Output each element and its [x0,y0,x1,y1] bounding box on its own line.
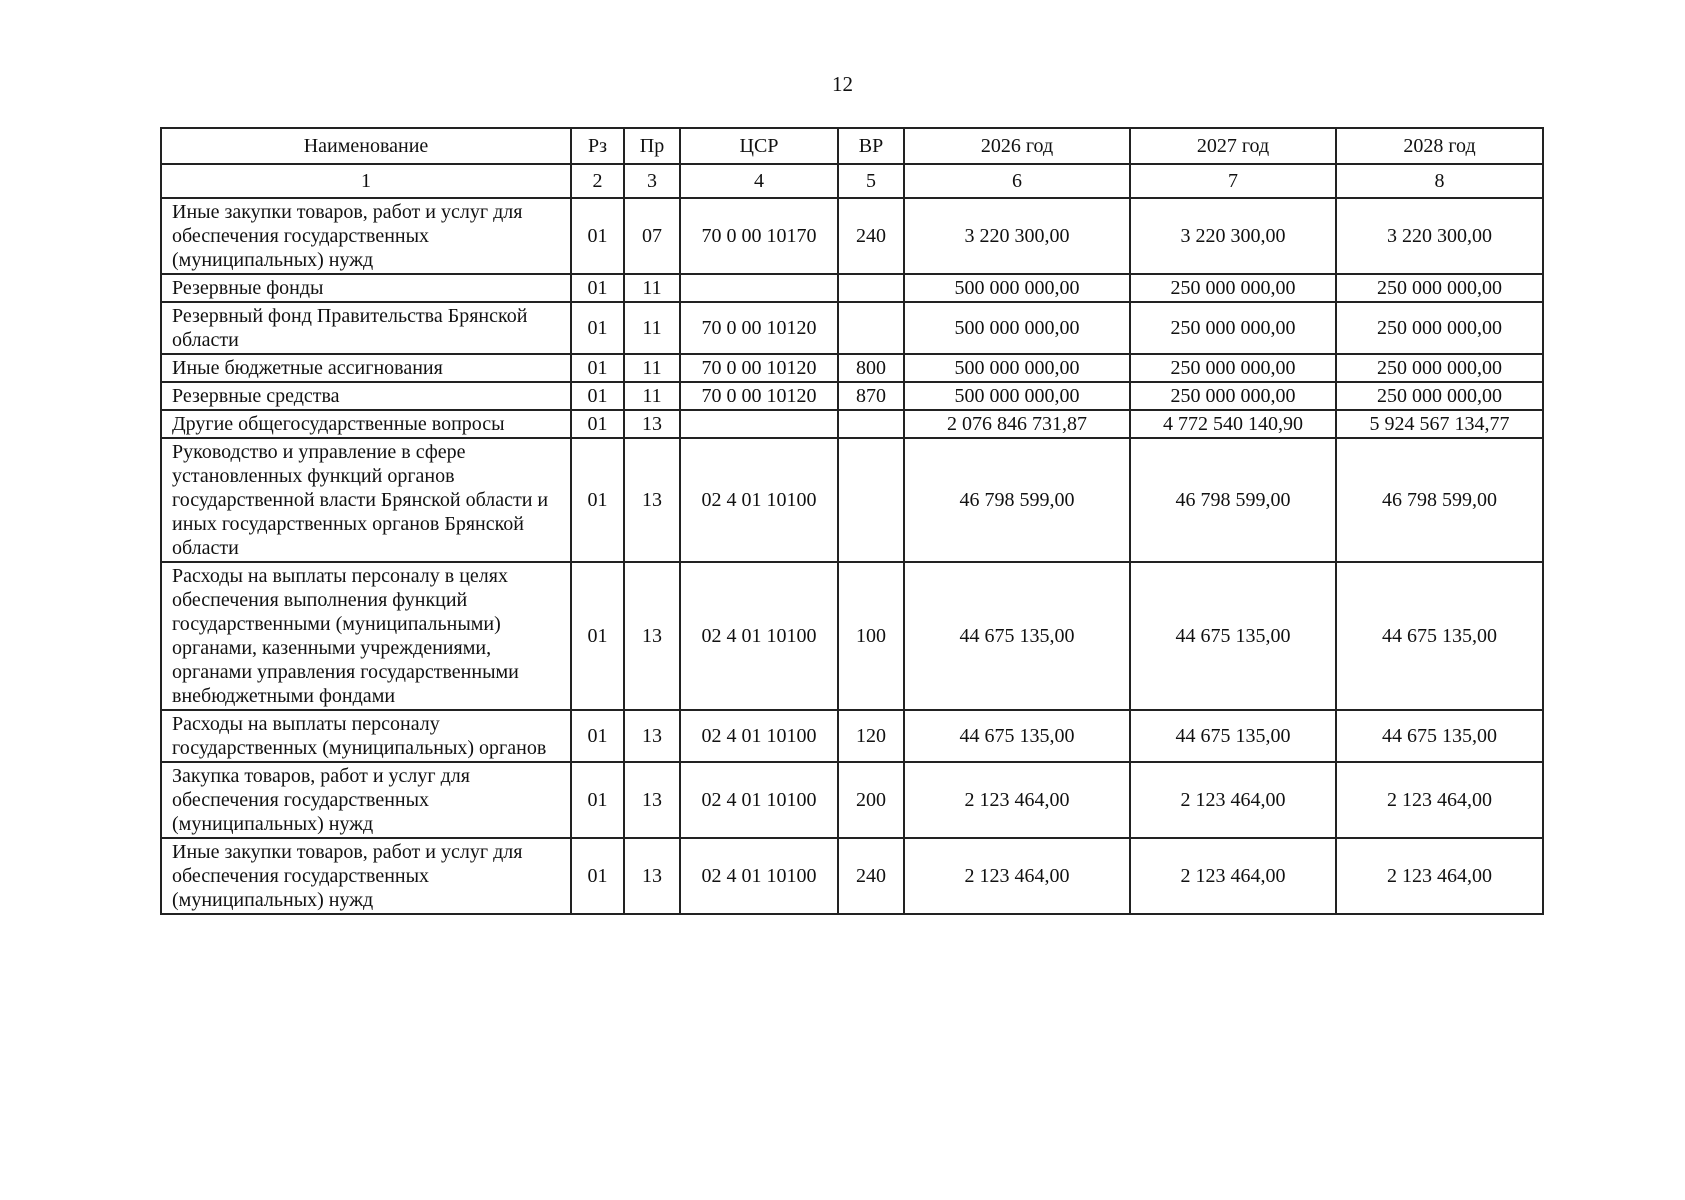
header-name: Наименование [161,128,571,164]
row-amount-2028: 3 220 300,00 [1336,198,1543,274]
row-name: Иные закупки товаров, работ и услуг для обеспечения государственных (муниципальных) нужд [161,198,571,274]
row-amount-2027: 250 000 000,00 [1130,354,1336,382]
header-2028: 2028 год [1336,128,1543,164]
column-number: 5 [838,164,904,198]
table-row [161,382,1543,410]
row-csr: 02 4 01 10100 [680,838,838,914]
row-amount-2028: 2 123 464,00 [1336,762,1543,838]
row-rz: 01 [571,710,624,762]
row-amount-2027: 4 772 540 140,90 [1130,410,1336,438]
row-rz: 01 [571,762,624,838]
row-rz: 01 [571,562,624,710]
row-vr [838,438,904,562]
row-name: Расходы на выплаты персоналу государственных (муниципальных) органов [161,710,571,762]
row-name: Резервные средства [161,382,571,410]
row-name: Резервные фонды [161,274,571,302]
row-name: Иные бюджетные ассигнования [161,354,571,382]
column-number: 8 [1336,164,1543,198]
row-vr: 100 [838,562,904,710]
row-amount-2026: 500 000 000,00 [904,354,1130,382]
row-amount-2027: 250 000 000,00 [1130,382,1336,410]
row-amount-2026: 2 076 846 731,87 [904,410,1130,438]
row-rz: 01 [571,410,624,438]
table-row [161,410,1543,438]
column-number: 7 [1130,164,1336,198]
row-pr: 13 [624,710,680,762]
row-csr: 02 4 01 10100 [680,562,838,710]
row-amount-2027: 46 798 599,00 [1130,438,1336,562]
row-csr [680,410,838,438]
row-csr: 70 0 00 10120 [680,382,838,410]
column-number: 3 [624,164,680,198]
header-2026: 2026 год [904,128,1130,164]
table-row [161,838,1543,914]
row-rz: 01 [571,302,624,354]
row-rz: 01 [571,274,624,302]
row-vr: 200 [838,762,904,838]
table-row [161,762,1543,838]
row-amount-2026: 44 675 135,00 [904,710,1130,762]
table-row [161,438,1543,562]
row-name: Резервный фонд Правительства Брянской области [161,302,571,354]
row-vr: 120 [838,710,904,762]
row-pr: 07 [624,198,680,274]
column-number: 6 [904,164,1130,198]
row-amount-2028: 2 123 464,00 [1336,838,1543,914]
row-amount-2027: 2 123 464,00 [1130,838,1336,914]
row-vr: 870 [838,382,904,410]
row-csr: 02 4 01 10100 [680,762,838,838]
row-name: Иные закупки товаров, работ и услуг для обеспечения государственных (муниципальных) нужд [161,838,571,914]
row-amount-2026: 3 220 300,00 [904,198,1130,274]
row-vr [838,274,904,302]
header-2027: 2027 год [1130,128,1336,164]
row-name: Расходы на выплаты персоналу в целях обеспечения выполнения функций государственными (муниципальными) органами, казенными учреждениями, органами управления государственными внебюджетными фондами [161,562,571,710]
column-number: 2 [571,164,624,198]
header-rz: Рз [571,128,624,164]
row-rz: 01 [571,438,624,562]
row-amount-2027: 3 220 300,00 [1130,198,1336,274]
row-amount-2028: 44 675 135,00 [1336,562,1543,710]
row-amount-2026: 46 798 599,00 [904,438,1130,562]
row-pr: 13 [624,838,680,914]
row-vr: 240 [838,838,904,914]
row-amount-2026: 500 000 000,00 [904,382,1130,410]
row-amount-2027: 250 000 000,00 [1130,274,1336,302]
row-rz: 01 [571,354,624,382]
row-csr: 70 0 00 10170 [680,198,838,274]
row-csr: 02 4 01 10100 [680,710,838,762]
table-row [161,198,1543,274]
row-amount-2028: 250 000 000,00 [1336,302,1543,354]
budget-table [160,127,1544,915]
row-rz: 01 [571,198,624,274]
row-amount-2027: 2 123 464,00 [1130,762,1336,838]
table-row [161,710,1543,762]
row-csr: 70 0 00 10120 [680,302,838,354]
row-rz: 01 [571,838,624,914]
row-vr: 240 [838,198,904,274]
table-row [161,302,1543,354]
row-amount-2028: 5 924 567 134,77 [1336,410,1543,438]
row-amount-2026: 44 675 135,00 [904,562,1130,710]
row-vr [838,410,904,438]
row-amount-2028: 250 000 000,00 [1336,382,1543,410]
row-amount-2027: 250 000 000,00 [1130,302,1336,354]
header-csr: ЦСР [680,128,838,164]
row-pr: 13 [624,562,680,710]
header-pr: Пр [624,128,680,164]
column-number: 1 [161,164,571,198]
header-row [161,128,1543,164]
row-amount-2028: 44 675 135,00 [1336,710,1543,762]
row-amount-2028: 46 798 599,00 [1336,438,1543,562]
row-pr: 11 [624,382,680,410]
row-amount-2027: 44 675 135,00 [1130,710,1336,762]
page-number: 12 [832,72,853,96]
row-csr [680,274,838,302]
row-amount-2028: 250 000 000,00 [1336,354,1543,382]
row-amount-2028: 250 000 000,00 [1336,274,1543,302]
table-row [161,274,1543,302]
row-pr: 13 [624,410,680,438]
row-name: Руководство и управление в сфере установленных функций органов государственной власти Брянской области и иных государственных органов Брянской области [161,438,571,562]
row-name: Другие общегосударственные вопросы [161,410,571,438]
table-row [161,354,1543,382]
row-csr: 02 4 01 10100 [680,438,838,562]
column-number-row [161,164,1543,198]
table-row [161,562,1543,710]
row-name: Закупка товаров, работ и услуг для обеспечения государственных (муниципальных) нужд [161,762,571,838]
row-amount-2026: 2 123 464,00 [904,762,1130,838]
row-csr: 70 0 00 10120 [680,354,838,382]
row-pr: 13 [624,438,680,562]
row-vr [838,302,904,354]
row-amount-2026: 2 123 464,00 [904,838,1130,914]
row-rz: 01 [571,382,624,410]
row-vr: 800 [838,354,904,382]
row-amount-2027: 44 675 135,00 [1130,562,1336,710]
row-amount-2026: 500 000 000,00 [904,302,1130,354]
row-pr: 13 [624,762,680,838]
row-pr: 11 [624,274,680,302]
row-pr: 11 [624,354,680,382]
column-number: 4 [680,164,838,198]
header-vr: ВР [838,128,904,164]
row-amount-2026: 500 000 000,00 [904,274,1130,302]
row-pr: 11 [624,302,680,354]
